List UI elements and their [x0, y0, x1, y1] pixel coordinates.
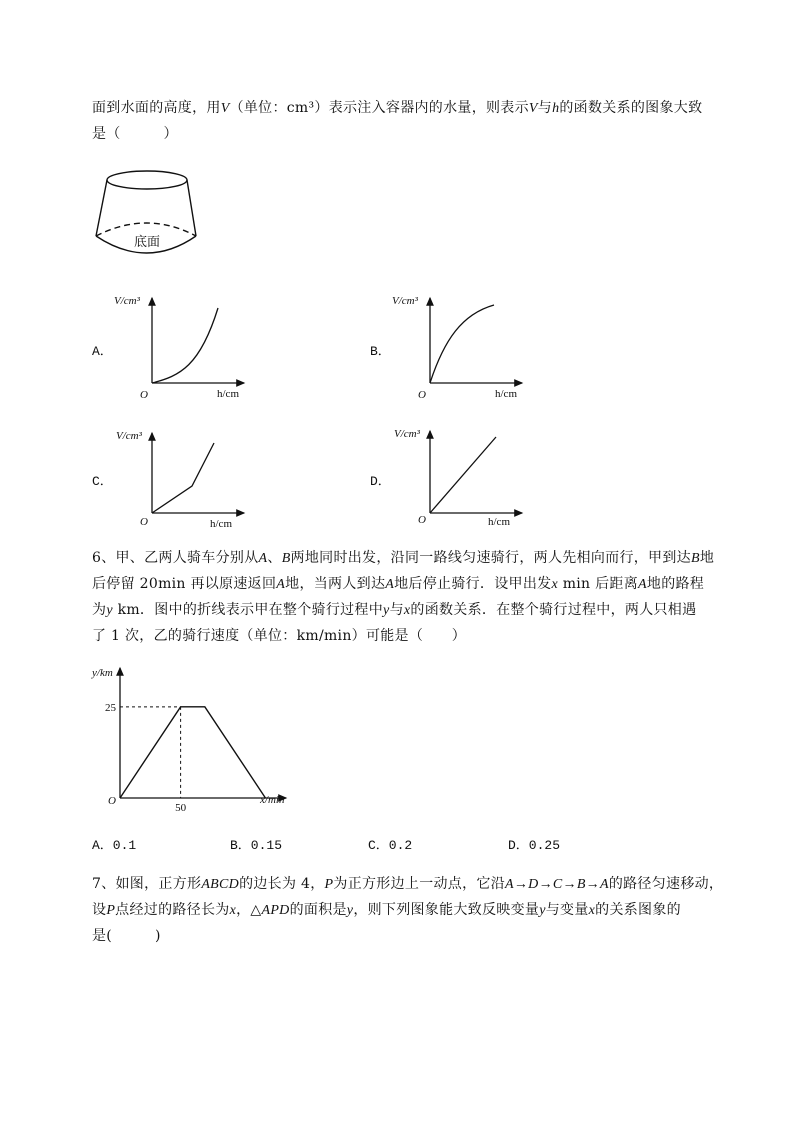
svg-text:V/cm³: V/cm³ [394, 428, 420, 440]
q6-line-2: 后停留 20min 再以原速返回A地，当两人到达A地后停止骑行．设甲出发x min 后距离A地的路程 [92, 576, 705, 592]
q5-line-1: 面到水面的高度，用V（单位：cm³）表示注入容器内的水量，则表示V与h的函数关系的图象大致 [92, 100, 703, 116]
svg-text:h/cm: h/cm [495, 388, 517, 400]
q6-choice-d[interactable]: D．0.25 [508, 838, 561, 853]
option-d-graph [394, 425, 528, 531]
chart-y-label: y/km [92, 667, 113, 679]
svg-text:V/cm³: V/cm³ [114, 295, 140, 307]
option-b-label: B． [370, 344, 391, 359]
svg-text:h/cm: h/cm [217, 388, 239, 400]
option-c-graph [116, 425, 250, 531]
option-a-label: A． [92, 344, 113, 359]
svg-text:h/cm: h/cm [210, 518, 232, 530]
container-figure [92, 166, 202, 261]
chart-x-tick-50: 50 [175, 802, 187, 814]
q6-distance-chart [92, 662, 292, 812]
q6-choice-a[interactable]: A．0.1 [92, 838, 137, 853]
svg-text:O: O [140, 516, 148, 528]
svg-text:O: O [418, 514, 426, 526]
svg-text:V/cm³: V/cm³ [116, 430, 142, 442]
q6-choice-c[interactable]: C．0.2 [368, 838, 413, 853]
svg-text:V/cm³: V/cm³ [392, 295, 418, 307]
chart-y-tick-25: 25 [105, 701, 116, 714]
option-b-graph [392, 290, 528, 402]
svg-text:O: O [140, 389, 148, 401]
q6-line-1: 6、甲、乙两人骑车分别从A、B两地同时出发，沿同一路线匀速骑行，两人先相向而行，甲到达B地 [92, 550, 715, 566]
svg-text:h/cm: h/cm [488, 516, 510, 528]
q6-choice-b[interactable]: B．0.15 [230, 838, 283, 853]
q7-line-2: 设P点经过的路径长为x，△APD的面积是y，则下列图象能大致反映变量y与变量x的关系图象的 [92, 902, 681, 918]
chart-origin: O [108, 795, 116, 807]
container-label: 底面 [133, 235, 161, 250]
q7-line-3: 是( ) [92, 928, 161, 944]
option-c-label: C． [92, 474, 113, 489]
q6-line-4: 了 1 次，乙的骑行速度（单位：km/min）可能是（ ） [92, 628, 467, 644]
option-d-label: D． [370, 474, 391, 489]
chart-series-line [120, 707, 265, 798]
q7-line-1: 7、如图，正方形ABCD的边长为 4，P为正方形边上一动点，它沿A→D→C→B→A的路径匀速移动， [92, 876, 724, 892]
svg-text:O: O [418, 389, 426, 401]
chart-x-label: x/min [260, 794, 285, 806]
q6-line-3: 为y km．图中的折线表示甲在整个骑行过程中y与x的函数关系．在整个骑行过程中，两人只相遇 [92, 602, 697, 618]
option-a-graph [114, 290, 250, 402]
q5-line-2: 是（ ） [92, 126, 178, 142]
